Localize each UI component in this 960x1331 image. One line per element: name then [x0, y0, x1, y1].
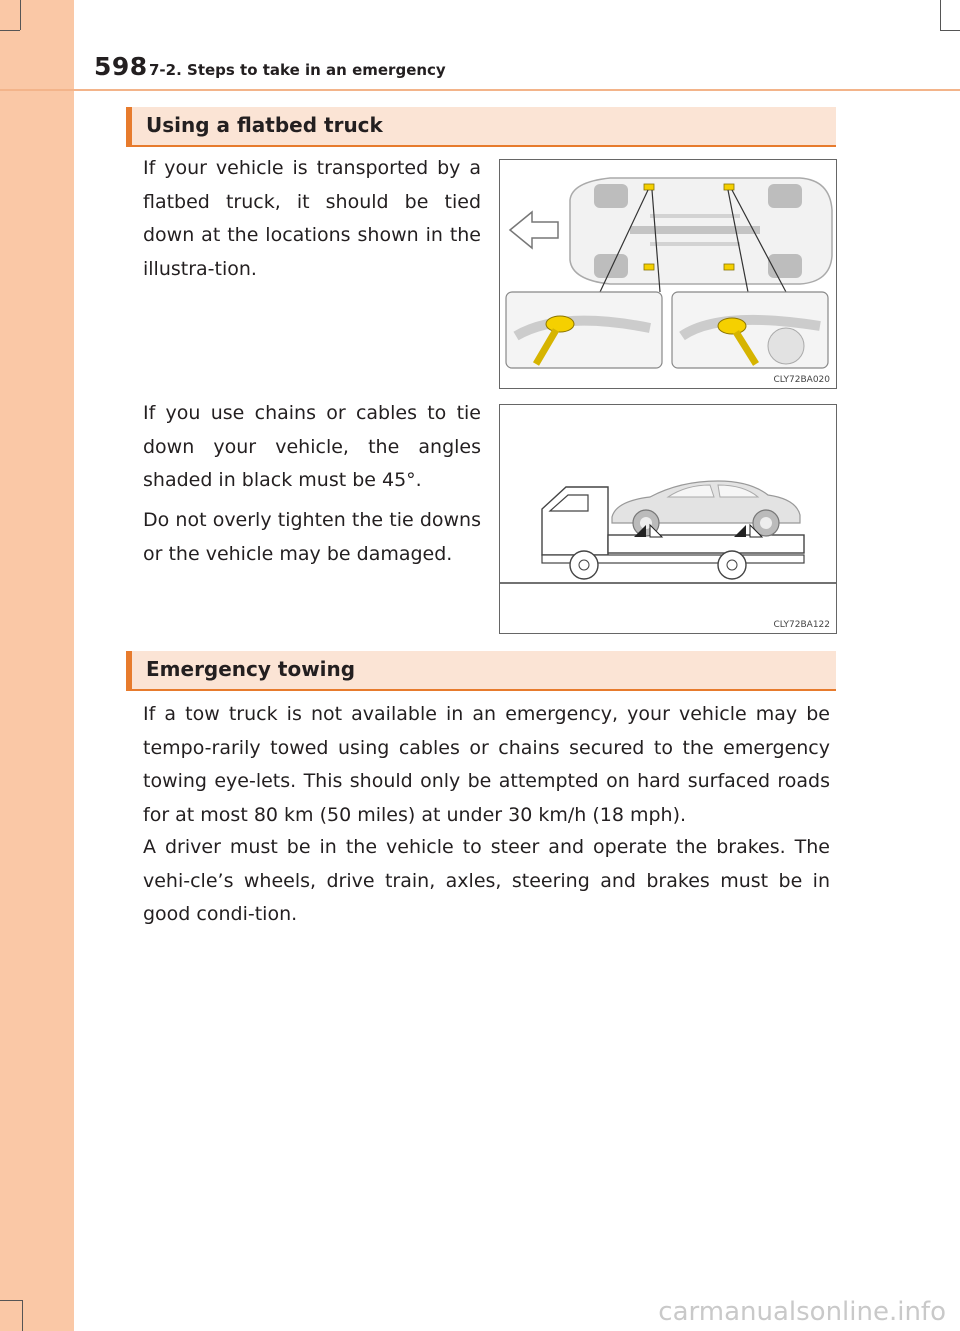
header-divider — [0, 89, 960, 91]
section-title: Emergency towing — [146, 657, 356, 681]
page-side-tab — [0, 0, 74, 1331]
watermark-text: carmanualsonline.info — [658, 1297, 946, 1327]
section-title: Using a flatbed truck — [146, 113, 383, 137]
page-number: 598 — [94, 52, 148, 81]
figure-code: CLY72BA020 — [773, 375, 830, 385]
section-heading-flatbed — [126, 107, 836, 147]
section-heading-emergency-towing — [126, 651, 836, 691]
crop-mark — [940, 0, 941, 30]
crop-mark — [0, 1300, 22, 1301]
crop-mark — [0, 30, 20, 31]
flatbed-truck-figure — [499, 404, 837, 634]
paragraph-towing-conditions: If a tow truck is not available in an emergency, your vehicle may be tempo-rarily towed using cables or chains secured to the emergency towing eye-lets. This should only be attempted on hard surfaced roads for at most 80 km (50 miles) at under 30 km/h (18 mph). — [143, 703, 830, 826]
chapter-section-title: 7-2. Steps to take in an emergency — [149, 61, 446, 79]
paragraph-tie-down-warning: Do not overly tighten the tie downs or the vehicle may be damaged. — [143, 509, 481, 565]
paragraph-towing-driver: A driver must be in the vehicle to steer and operate the brakes. The vehi-cle’s wheels, drive train, axles, steering and brakes must be in good condi-tion. — [143, 836, 830, 925]
crop-mark — [940, 30, 960, 31]
figure-code: CLY72BA122 — [773, 620, 830, 630]
paragraph-flatbed-intro: If your vehicle is transported by a flatbed truck, it should be tied down at the locations shown in the illustra-tion. — [143, 157, 481, 280]
tie-down-locations-figure — [499, 159, 837, 389]
flatbed-truck-diagram-icon — [500, 405, 836, 633]
tie-down-locations-diagram-icon — [500, 160, 836, 388]
crop-mark — [22, 1300, 23, 1331]
crop-mark — [20, 0, 21, 30]
paragraph-chains-angle: If you use chains or cables to tie down your vehicle, the angles shaded in black must be 45°. — [143, 402, 481, 491]
